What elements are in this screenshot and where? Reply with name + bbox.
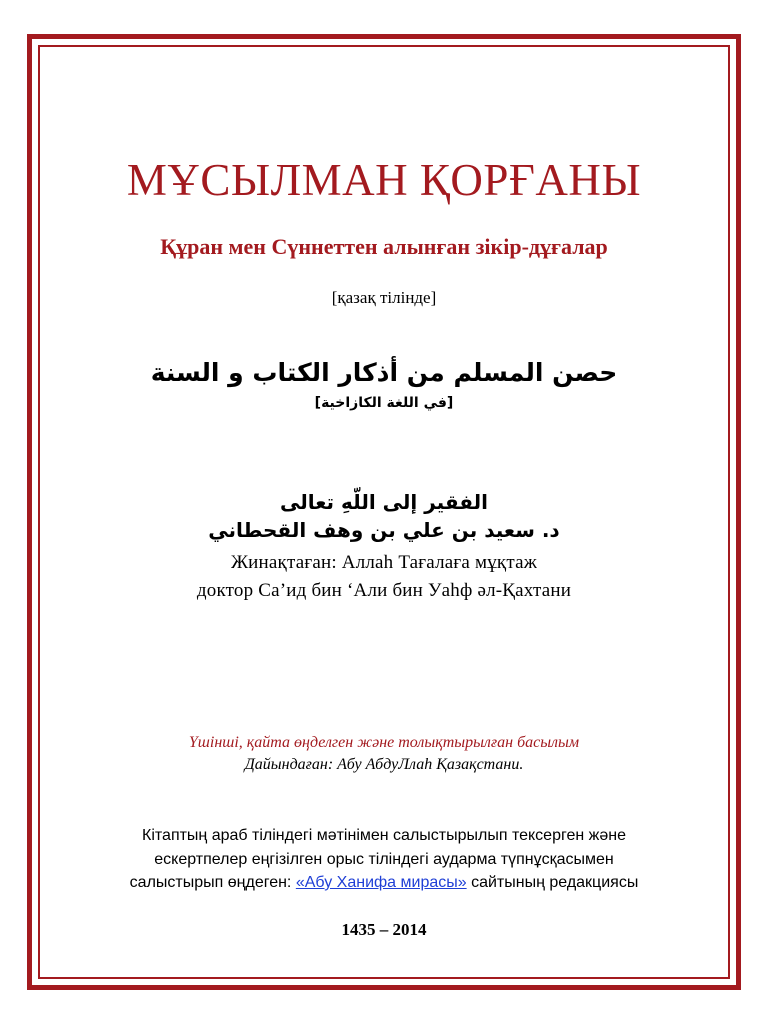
description-line-3-before: салыстырып өңдеген: xyxy=(129,874,296,891)
description-line-1: Кітаптың араб тіліндегі мәтінімен салыстырылып тексерген және xyxy=(142,827,626,844)
author-name: доктор Са’ид бин ‘Али бин Уаһф әл-Қахтани xyxy=(196,580,572,601)
description-line-2: ескертпелер еңгізілген орыс тіліндегі аудармa түпнұсқасымен xyxy=(154,851,614,868)
language-note: [қазақ тілінде] xyxy=(331,288,437,307)
book-title: МҰСЫЛМАН ҚОРҒАНЫ xyxy=(126,155,642,205)
description-line-3 xyxy=(0,872,768,894)
abu-hanifa-mirasy-link[interactable]: «Абу Ханифа мирасы» xyxy=(295,874,467,891)
arabic-author-line-1: الفقير إلى اللّهِ تعالى xyxy=(280,490,488,514)
edition-note: Үшінші, қайта өңделген және толықтырылған басылым xyxy=(188,734,580,751)
publication-years: 1435 – 2014 xyxy=(341,920,427,939)
compiled-by: Жинақтаған: Аллаһ Тағалаға мұқтаж xyxy=(230,552,538,573)
arabic-title: حصن المسلم من أذكار الكتاب و السنة xyxy=(150,358,618,387)
prepared-by: Дайындаған: Абу АбдуЛлаһ Қазақстани. xyxy=(244,756,524,773)
arabic-language-note: [في اللغة الكازاخية] xyxy=(314,395,454,411)
description-line-3-after: сайтының редакциясы xyxy=(466,874,639,891)
book-subtitle: Құран мен Сүннеттен алынған зікір-дұғалар xyxy=(160,234,608,259)
arabic-author-line-2: د. سعيد بن علي بن وهف القحطاني xyxy=(208,518,560,542)
